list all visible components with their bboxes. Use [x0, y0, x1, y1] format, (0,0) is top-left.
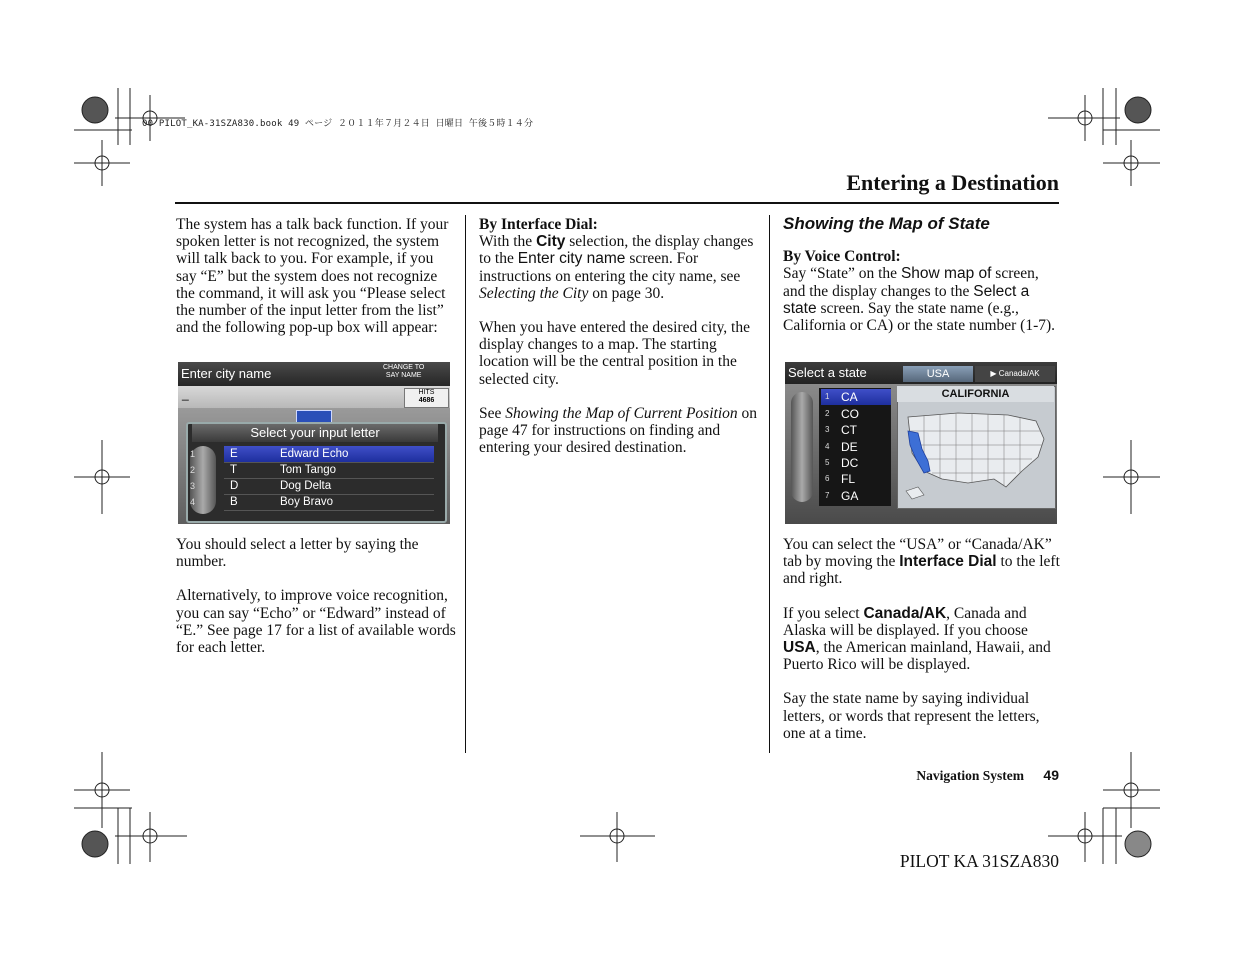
see-also-paragraph: See Showing the Map of Current Position on page 47 for instructions on finding and entering your desired destination.	[479, 404, 757, 457]
state-map	[897, 386, 1056, 509]
popup-title: Select your input letter	[192, 424, 438, 442]
state-option: 2 CO	[825, 407, 859, 421]
us-map-graphic	[898, 387, 1055, 508]
tab-select-paragraph: You can select the “USA” or “Canada/AK” tab by moving the Interface Dial to the left and right.	[783, 536, 1060, 588]
state-option: 5 DC	[825, 456, 859, 470]
screen-title: Select a state	[788, 365, 867, 380]
column-1-lower	[176, 536, 456, 673]
letter-option: 4 B Boy Bravo	[224, 494, 434, 511]
map-display-paragraph: When you have entered the desired city, the display changes to a map. The starting location will be the central position in the selected city.	[479, 319, 750, 388]
column-2	[479, 216, 761, 473]
change-to-say-name: CHANGE TO SAY NAME	[383, 364, 425, 379]
map-state-name: CALIFORNIA	[897, 386, 1054, 402]
voice-control-heading: By Voice Control:	[783, 248, 901, 266]
page-title: Entering a Destination	[846, 170, 1059, 195]
section-heading: Showing the Map of State	[783, 214, 990, 233]
model-code: PILOT KA 31SZA830	[899, 851, 1059, 871]
letter-option: 2 T Tom Tango	[224, 462, 434, 479]
state-option: 1 CA	[821, 389, 891, 405]
book-file-line: 00 PILOT_KA-31SZA830.book 49 ページ ２０１１年７月２４日 日曜日 午後５時１４分	[142, 119, 534, 129]
hits-counter: HITS 4686	[404, 388, 449, 408]
interface-dial-paragraph: With the City selection, the display changes to the Enter city name screen. For instructions on entering the city name, see Selecting the City on page 30.	[479, 233, 754, 302]
column-3-lower	[783, 536, 1063, 759]
state-option: 3 CT	[825, 423, 857, 437]
alternative-paragraph: Alternatively, to improve voice recognition, you can say “Echo” or “Edward” instead of “E.” See page 17 for a list of available words for each letter.	[176, 587, 456, 657]
footer-section-name: Navigation System	[916, 768, 1024, 783]
interface-dial-heading: By Interface Dial:	[479, 216, 598, 233]
header-rule	[175, 202, 1059, 204]
column-3	[783, 215, 1063, 351]
screen-title: Enter city name	[181, 366, 272, 381]
tab-canada-ak: ▶ Canada/AK	[975, 366, 1055, 382]
tab-usa: USA	[903, 366, 973, 382]
column-1	[176, 216, 456, 353]
state-option: 7 GA	[825, 489, 859, 503]
letter-option: 1 E Edward Echo	[224, 446, 434, 463]
talk-back-paragraph: The system has a talk back function. If your spoken letter is not recognized, the system will talk back to you. For example, if you say “E” but the system does not recognize the command, it will ask you “Please select the number of the input letter from the list” and the following pop-up box will appear:	[176, 216, 449, 337]
select-state-screenshot	[785, 362, 1057, 524]
column-divider-1	[465, 215, 466, 753]
letter-option: 3 D Dog Delta	[224, 478, 434, 495]
dial-graphic	[791, 392, 813, 502]
column-divider-2	[769, 215, 770, 753]
enter-city-screenshot	[178, 362, 450, 524]
select-letter-paragraph: You should select a letter by saying the number.	[176, 536, 419, 571]
state-option: 6 FL	[825, 472, 856, 486]
canada-usa-paragraph: If you select Canada/AK, Canada and Alaska will be displayed. If you choose USA, the American mainland, Hawaii, and Puerto Rico will be displayed.	[783, 604, 1051, 674]
state-option: 4 DE	[825, 440, 858, 454]
voice-control-paragraph: Say “State” on the Show map of screen, and the display changes to the Select a state screen. Say the state name (e.g., California or CA) or the state number (1-7).	[783, 265, 1056, 335]
input-cursor-text: _	[182, 387, 189, 401]
page-number: 49	[1043, 767, 1059, 783]
state-name-paragraph: Say the state name by saying individual letters, or words that represent the letters, one at a time.	[783, 690, 1040, 742]
